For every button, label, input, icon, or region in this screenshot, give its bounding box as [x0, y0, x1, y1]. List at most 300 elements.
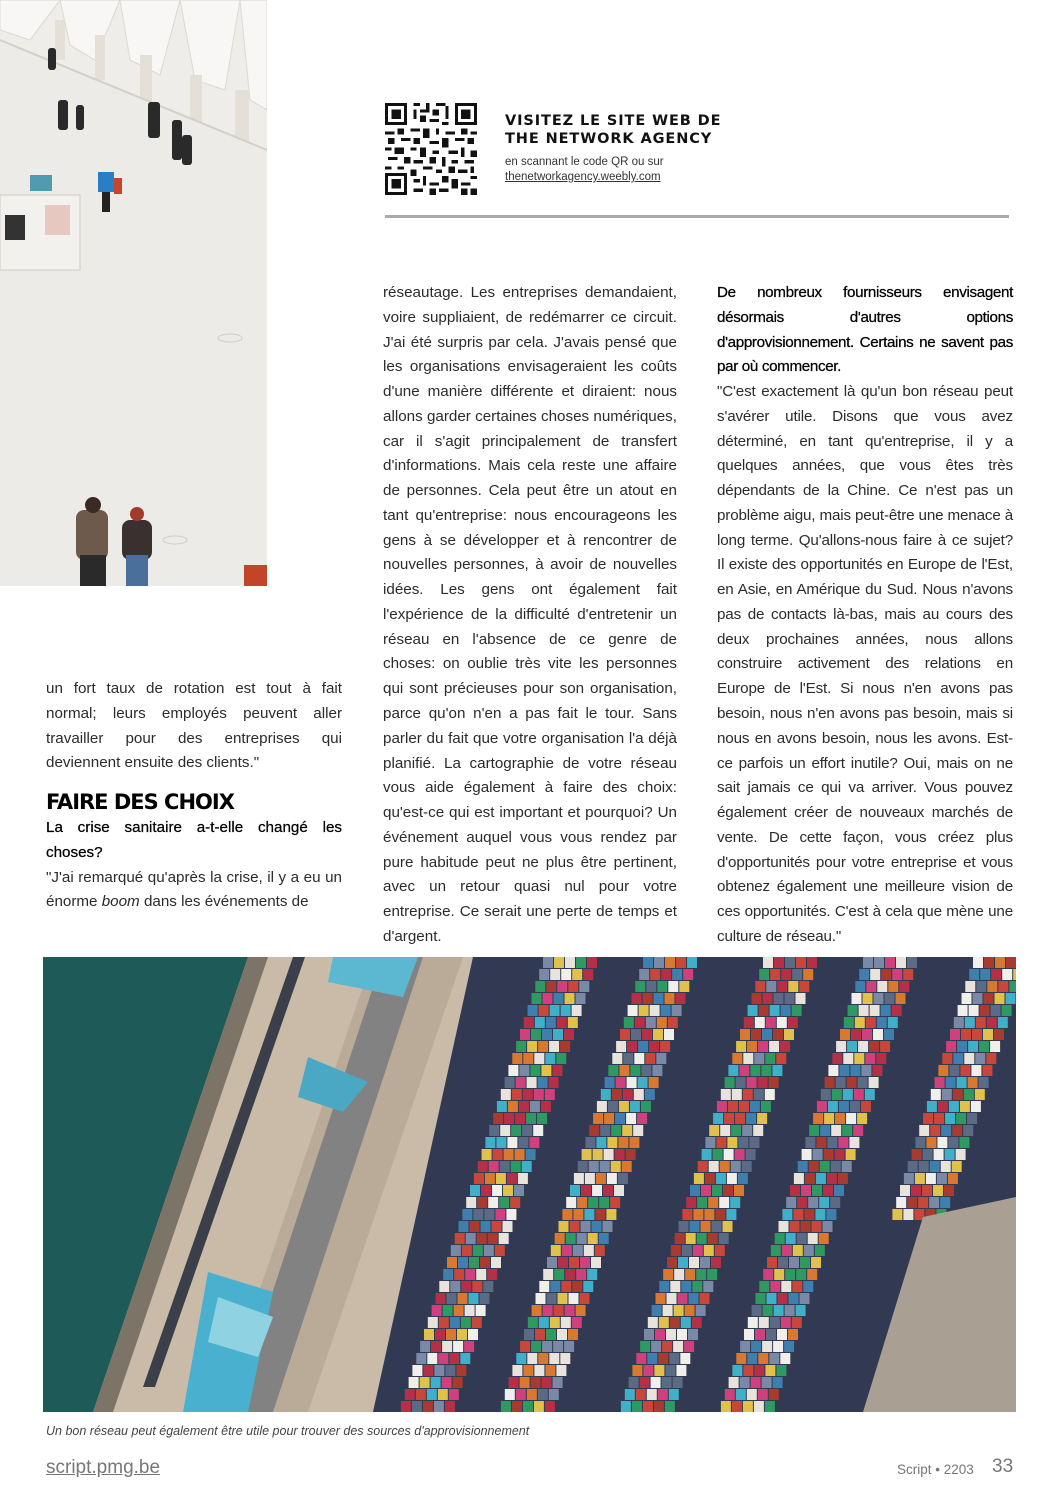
container-block [739, 1065, 749, 1076]
container-block [740, 1377, 750, 1388]
container-block [650, 1005, 660, 1016]
container-block [713, 1149, 723, 1160]
container-block [582, 1149, 592, 1160]
container-block [784, 1341, 794, 1352]
container-block [892, 1209, 902, 1220]
container-block [427, 1353, 437, 1364]
container-block [843, 1089, 853, 1100]
container-block [659, 1317, 669, 1328]
container-block [866, 1017, 876, 1028]
container-block [480, 1293, 490, 1304]
container-block [656, 1293, 666, 1304]
container-block [941, 1125, 951, 1136]
container-block [805, 1137, 815, 1148]
container-block [698, 1161, 708, 1172]
container-block [854, 1089, 864, 1100]
container-block [512, 1089, 522, 1100]
container-block [528, 1317, 538, 1328]
container-block [409, 1377, 419, 1388]
body-paragraph: réseautage. Les entreprises demandaient, voire suppliaient, de redémarrer ce circuit. J'ai été surpris par cela. J'avais pensé que les organisations envisageraient les coûts d'une manière différente et diraient: nous allons garder certaines choses numériques, car il s'agit principalement de transfert d'informations. Mais cela reste une affaire de personnes. Cela peut être un atout en tant qu'entreprise: nous encourageons les gens à se développer et à rencontrer de nouvelles personnes, à avoir de nouvelles idées. Les gens ont également fait l'expérience de la difficulté d'entretenir un réseau en l'absence de ce genre de choses: on oublie très vite les personnes qui sont précieuses pour son organisation, parce qu'on n'en a pas fait le tour. Sans parler du fait que votre organisation l'a déjà planifié. La cartographie de votre réseau vous aide également à faire des choix: qu'est-ce qui est important et pourquoi? Un événement auquel vous vous rendez par pure habitude peut ne plus être pertinent, avec un retour quasi nul pour votre entreprise. Ce serait une perte de temps et d'argent. [383, 284, 677, 945]
container-block [836, 1041, 846, 1052]
container-block [732, 1401, 742, 1412]
container-block [629, 1377, 639, 1388]
container-block [697, 1197, 707, 1208]
container-block [967, 1113, 977, 1124]
container-block [545, 1053, 555, 1064]
container-block [612, 1053, 622, 1064]
container-block [555, 1233, 565, 1244]
container-block [686, 1197, 696, 1208]
container-block [439, 1317, 449, 1328]
container-block [870, 1005, 880, 1016]
container-block [446, 1329, 456, 1340]
container-block [700, 1293, 710, 1304]
container-block [785, 1305, 795, 1316]
container-block [963, 1125, 973, 1136]
container-block [635, 1017, 645, 1028]
container-block [619, 1101, 629, 1112]
container-block [443, 1305, 453, 1316]
container-block [447, 1293, 457, 1304]
container-block [964, 1089, 974, 1100]
container-block [692, 1281, 702, 1292]
container-block [813, 1149, 823, 1160]
container-block [819, 1233, 829, 1244]
container-block [855, 981, 865, 992]
container-block [874, 993, 884, 1004]
container-block [736, 1077, 746, 1088]
container-block [516, 1353, 526, 1364]
container-block [998, 981, 1008, 992]
container-block [952, 1161, 962, 1172]
container-block [861, 1101, 871, 1112]
container-block [708, 1197, 718, 1208]
container-block [984, 993, 994, 1004]
container-block [816, 1173, 826, 1184]
container-block [531, 1341, 541, 1352]
container-block [758, 1353, 768, 1364]
container-block [643, 1365, 653, 1376]
container-block [561, 969, 571, 980]
container-block [628, 1005, 638, 1016]
container-block [626, 1149, 636, 1160]
container-block [539, 1317, 549, 1328]
atrium-photo [0, 0, 267, 586]
container-block [808, 1197, 818, 1208]
container-block [469, 1257, 479, 1268]
container-block [775, 1233, 785, 1244]
body-paragraph: "C'est exactement là qu'un bon réseau peut s'avérer utile. Disons que vous avez déterminé, en tant qu'entreprise, il y a quelques années, que vous êtes très dépendants de la Chine. Ce n'est pas un problème aigu, mais peut-être une menace à long terme. Qu'allons-nous faire à ce sujet? Il existe des opportunités en Europe de l'Est, en Asie, en Amérique du Sud. Nous n'avons pas de contacts là-bas, mais au cours des deux prochaines années, nous allons construire activement des relations en Europe de l'Est. Si nous n'en avons pas besoin, nous n'en avons pas besoin, mais si nous en avons besoin, nous les avons. Est-ce parfois un effort inutile? Oui, mais on ne sait jamais ce qui va arriver. Vous pouvez également créer de nouveaux marchés de vente. De cette façon, vous créez plus d'opportunités pour votre entreprise et vous obtenez également une meilleure vision de ces opportunités. C'est à cela que mène une culture de réseau." [717, 383, 1013, 945]
container-block [673, 1377, 683, 1388]
container-block [587, 957, 597, 968]
container-block [991, 1005, 1001, 1016]
container-block [649, 1077, 659, 1088]
container-block [790, 1185, 800, 1196]
container-block [694, 1173, 704, 1184]
container-block [665, 1401, 675, 1412]
container-block [809, 1125, 819, 1136]
container-block [804, 1209, 814, 1220]
container-block [654, 957, 664, 968]
container-block [500, 1161, 510, 1172]
container-block [738, 1137, 748, 1148]
container-block [758, 1041, 768, 1052]
container-block [666, 1329, 676, 1340]
container-block [763, 1305, 773, 1316]
container-block [782, 1209, 792, 1220]
container-block [476, 1305, 486, 1316]
container-block [832, 1089, 842, 1100]
container-block [866, 981, 876, 992]
container-block [506, 1209, 516, 1220]
container-block [661, 969, 671, 980]
container-block [807, 957, 817, 968]
container-block [759, 1317, 769, 1328]
website-link[interactable]: thenetworkagency.weebly.com [505, 171, 661, 183]
container-block [689, 1257, 699, 1268]
container-block [872, 1065, 882, 1076]
container-block [668, 1017, 678, 1028]
container-block [465, 1269, 475, 1280]
container-block [454, 1269, 464, 1280]
container-block [942, 1053, 952, 1064]
container-block [472, 1317, 482, 1328]
container-block [535, 981, 545, 992]
container-block [755, 1017, 765, 1028]
container-block [831, 1125, 841, 1136]
container-block [641, 1101, 651, 1112]
container-block [915, 1173, 925, 1184]
container-block [736, 1041, 746, 1052]
container-block [838, 1137, 848, 1148]
container-block [830, 1197, 840, 1208]
container-block [701, 1221, 711, 1232]
container-block [720, 1161, 730, 1172]
container-block [661, 1005, 671, 1016]
container-block [983, 1029, 993, 1040]
container-block [899, 981, 909, 992]
container-block [933, 1185, 943, 1196]
container-block [700, 1257, 710, 1268]
container-block [644, 1329, 654, 1340]
container-block [851, 1029, 861, 1040]
container-block [541, 1065, 551, 1076]
container-block [456, 1365, 466, 1376]
container-block [769, 1353, 779, 1364]
container-block [535, 1329, 545, 1340]
container-block [683, 969, 693, 980]
container-block [679, 981, 689, 992]
container-block [773, 1341, 783, 1352]
container-block [915, 1137, 925, 1148]
container-block [892, 969, 902, 980]
container-block [649, 1041, 659, 1052]
container-block [732, 1365, 742, 1376]
container-block [534, 1401, 544, 1412]
footer-website-link[interactable]: script.pmg.be [46, 1457, 161, 1478]
container-block [843, 1053, 853, 1064]
container-block [511, 1125, 521, 1136]
container-block [934, 1149, 944, 1160]
container-block [565, 957, 575, 968]
container-block [462, 1245, 472, 1256]
container-block [669, 1353, 679, 1364]
container-block [736, 1353, 746, 1364]
container-block [911, 1185, 921, 1196]
container-block [568, 981, 578, 992]
container-block [623, 1089, 633, 1100]
container-block [990, 1041, 1000, 1052]
container-block [861, 1065, 871, 1076]
container-block [599, 1233, 609, 1244]
container-block [665, 957, 675, 968]
container-block [778, 1293, 788, 1304]
container-block [457, 1329, 467, 1340]
container-block [530, 1101, 540, 1112]
container-block [880, 1041, 890, 1052]
container-block [774, 1305, 784, 1316]
container-block [652, 1305, 662, 1316]
container-block [987, 981, 997, 992]
container-block [564, 1029, 574, 1040]
container-block [762, 1029, 772, 1040]
container-block [748, 1005, 758, 1016]
container-block [852, 993, 862, 1004]
container-block [542, 1029, 552, 1040]
container-block [827, 1137, 837, 1148]
container-block [454, 1305, 464, 1316]
container-block [750, 1065, 760, 1076]
container-block [751, 1029, 761, 1040]
container-block [537, 1113, 547, 1124]
container-block [732, 1053, 742, 1064]
container-block [755, 1329, 765, 1340]
container-block [930, 1161, 940, 1172]
answer-text-start: "J'ai remarqué qu'après la crise, il y a eu un énorme [46, 868, 342, 911]
container-block [968, 1077, 978, 1088]
container-block [534, 1053, 544, 1064]
container-port-photo [43, 957, 1016, 1412]
container-block [811, 1257, 821, 1268]
container-block [447, 1257, 457, 1268]
container-block [773, 1029, 783, 1040]
interview-question: La crise sanitaire a-t-elle changé les choses? [46, 819, 342, 861]
container-block [668, 981, 678, 992]
container-block [420, 1377, 430, 1388]
container-block [551, 1245, 561, 1256]
container-block [697, 1233, 707, 1244]
container-block [984, 957, 994, 968]
container-block [565, 1269, 575, 1280]
container-block [554, 957, 564, 968]
container-block [606, 1209, 616, 1220]
container-block [950, 1029, 960, 1040]
container-block [523, 1401, 533, 1412]
container-block [603, 1221, 613, 1232]
container-block [587, 1269, 597, 1280]
container-block [549, 1353, 559, 1364]
container-block [847, 1077, 857, 1088]
container-block [662, 1377, 672, 1388]
container-block [543, 1305, 553, 1316]
container-block [466, 1197, 476, 1208]
container-block [715, 1245, 725, 1256]
container-block [647, 1353, 657, 1364]
container-block [547, 1257, 557, 1268]
container-block [645, 1053, 655, 1064]
container-block [834, 1185, 844, 1196]
container-block [530, 1065, 540, 1076]
container-block [838, 1173, 848, 1184]
container-block [770, 1317, 780, 1328]
container-block [729, 1377, 739, 1388]
container-block [657, 1017, 667, 1028]
container-block [972, 1029, 982, 1040]
container-block [876, 1053, 886, 1064]
container-block [865, 1053, 875, 1064]
container-block [523, 1365, 533, 1376]
container-block [576, 1305, 586, 1316]
container-block [621, 1401, 631, 1412]
container-block [611, 1125, 621, 1136]
container-block [584, 1209, 594, 1220]
container-block [636, 1353, 646, 1364]
container-block [680, 1353, 690, 1364]
container-block [568, 1329, 578, 1340]
container-block [692, 1317, 702, 1328]
container-block [488, 1233, 498, 1244]
container-block [969, 1005, 979, 1016]
container-block [801, 1185, 811, 1196]
container-block [941, 1161, 951, 1172]
container-block [907, 957, 917, 968]
container-block [449, 1353, 459, 1364]
photo-caption: Un bon réseau peut également être utile pour trouver des sources d'approvisionnement [46, 1424, 530, 1438]
container-block [669, 1389, 679, 1400]
container-block [516, 1077, 526, 1088]
container-block [449, 1389, 459, 1400]
container-block [512, 1401, 522, 1412]
container-block [401, 1401, 411, 1412]
container-block [622, 1125, 632, 1136]
container-block [663, 1305, 673, 1316]
container-block [869, 1077, 879, 1088]
container-block [642, 1029, 652, 1040]
container-block [758, 1389, 768, 1400]
container-block [747, 1353, 757, 1364]
container-block [793, 1245, 803, 1256]
container-block [453, 1341, 463, 1352]
container-block [651, 1341, 661, 1352]
container-block [572, 1281, 582, 1292]
container-block [842, 1125, 852, 1136]
container-block [812, 1185, 822, 1196]
container-block [766, 1329, 776, 1340]
container-block [561, 1317, 571, 1328]
container-block [634, 1053, 644, 1064]
container-block [724, 1113, 734, 1124]
container-block [620, 1029, 630, 1040]
container-block [707, 1269, 717, 1280]
container-block [786, 1197, 796, 1208]
container-block [501, 1089, 511, 1100]
container-block [674, 1269, 684, 1280]
container-block [727, 1137, 737, 1148]
container-block [752, 1305, 762, 1316]
container-block [968, 1041, 978, 1052]
container-block [821, 1089, 831, 1100]
container-block [627, 1077, 637, 1088]
container-block [759, 969, 769, 980]
container-block [743, 1053, 753, 1064]
container-block [690, 1185, 700, 1196]
container-block [855, 1017, 865, 1028]
container-block [484, 1245, 494, 1256]
container-block [817, 1101, 827, 1112]
container-block [533, 1125, 543, 1136]
container-block [595, 1245, 605, 1256]
container-block [824, 1149, 834, 1160]
container-block [869, 1041, 879, 1052]
container-block [672, 1005, 682, 1016]
container-block [427, 1389, 437, 1400]
container-block [577, 1233, 587, 1244]
container-block [991, 969, 1001, 980]
container-block [881, 1005, 891, 1016]
container-block [553, 1377, 563, 1388]
container-block [1013, 969, 1016, 980]
container-block [980, 1005, 990, 1016]
container-block [800, 1293, 810, 1304]
container-block [994, 1029, 1004, 1040]
container-block [543, 993, 553, 1004]
container-block [976, 1017, 986, 1028]
container-block [896, 1197, 906, 1208]
container-block [949, 1101, 959, 1112]
container-block [576, 1269, 586, 1280]
container-block [971, 1101, 981, 1112]
container-block [805, 1173, 815, 1184]
container-block [651, 1377, 661, 1388]
container-block [412, 1365, 422, 1376]
container-block [466, 1233, 476, 1244]
qr-code[interactable] [385, 103, 477, 195]
container-block [442, 1341, 452, 1352]
container-block [470, 1221, 480, 1232]
container-block [478, 1161, 488, 1172]
container-block [835, 1113, 845, 1124]
container-block [1009, 981, 1016, 992]
container-block [608, 1065, 618, 1076]
container-block [870, 969, 880, 980]
container-block [405, 1389, 415, 1400]
container-block [557, 981, 567, 992]
container-block [681, 1281, 691, 1292]
container-block [442, 1377, 452, 1388]
container-block [432, 1305, 442, 1316]
interview-question-lead: De nombreux fournisseurs envisagent désormais d'autres options d'approvisionnement. Certains ne savent pas par où commencer. [717, 284, 1013, 376]
container-block [599, 1197, 609, 1208]
container-block [476, 1269, 486, 1280]
container-block [776, 1053, 786, 1064]
container-block [453, 1377, 463, 1388]
container-block [658, 1389, 668, 1400]
container-block [677, 1329, 687, 1340]
container-block [892, 1005, 902, 1016]
container-block [807, 1269, 817, 1280]
container-block [922, 1185, 932, 1196]
container-block [888, 1017, 898, 1028]
